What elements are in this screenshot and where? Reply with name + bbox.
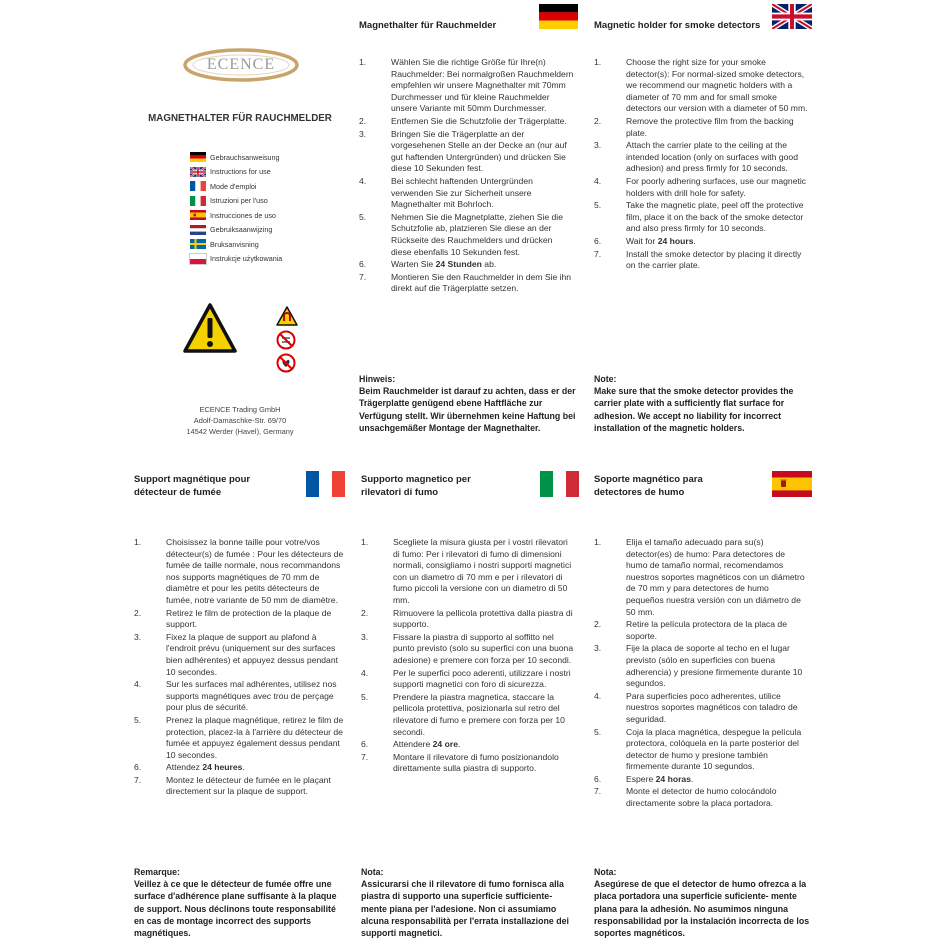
language-item-es (190, 208, 350, 223)
note-fr (134, 866, 348, 939)
note-title: Nota: (361, 867, 384, 877)
step-item: 2. Entfernen Sie die Schutzfolie der Trägerplatte. (359, 115, 567, 126)
fr-flag-icon (306, 471, 345, 497)
steps-list-es (594, 537, 808, 811)
company-address (120, 404, 360, 437)
brand-panel (120, 40, 360, 460)
language-label: Mode d'emploi (210, 181, 257, 191)
note-title: Remarque: (134, 867, 180, 877)
step-item: 7. Montez le détecteur de fumée en le plaçant directement sur la plaque de support. (134, 774, 331, 797)
fr-flag-icon (190, 181, 206, 191)
section-title-it: Supporto magnetico per rilevatori di fumo (361, 474, 471, 498)
note-title: Note: (594, 374, 617, 384)
no-pacemaker-icon (276, 353, 296, 373)
language-item-nl (190, 223, 350, 238)
note-title: Hinweis: (359, 374, 396, 384)
it-flag-icon (540, 471, 579, 497)
se-flag-icon (190, 239, 206, 249)
step-item: 7. Montieren Sie den Rauchmelder in dem Sie ihn direkt auf die Trägerplatte setzen. (359, 271, 572, 294)
note-de (359, 373, 577, 434)
step-item: 5. Nehmen Sie die Magnetplatte, ziehen Sie die Schutzfolie ab, platzieren Sie diese an der Rückseite des Rauchmelders und drücken diese ebenfalls 10 Sekunden fest. (359, 211, 563, 257)
language-item-fr (190, 179, 350, 194)
step-item: 1. Choose the right size for your smoke detector(s): For normal-sized smoke detectors, we recommend our magnetic holders with a diameter of 70 mm and for small smoke detectors our version with a diameter of 50 mm. (594, 57, 808, 114)
main-title: MAGNETHALTER FÜR RAUCHMELDER (148, 113, 332, 124)
step-item: 7. Montare il rilevatore di fumo posizionandolo direttamente sulla piastra di supporto. (361, 751, 559, 774)
section-title-es: Soporte magnético para detectores de humo (594, 474, 703, 498)
language-label: Gebruiksaanwijzing (210, 225, 273, 235)
es-flag-icon (772, 471, 812, 497)
de-flag-icon (190, 152, 206, 162)
step-item: 4. For poorly adhering surfaces, use our magnetic holders with drill hole for safety. (594, 175, 807, 198)
step-item: 3. Attach the carrier plate to the ceiling at the intended location (only on surfaces with good adhesion) and press firmly for 10 seconds. (594, 140, 798, 174)
company-city: 14542 Werder (Havel), Germany (186, 427, 294, 436)
language-item-it (190, 194, 350, 209)
section-title-de: Magnethalter für Rauchmelder (359, 20, 497, 31)
section-title-fr: Support magnétique pour détecteur de fumée (134, 474, 251, 498)
logo-text: ECENCE (206, 56, 276, 73)
pl-flag-icon (190, 254, 206, 264)
step-item: 2. Rimuovere la pellicola protettiva dalla piastra di supporto. (361, 607, 573, 630)
step-item: 2. Remove the protective film from the backing plate. (594, 115, 794, 138)
language-label: Istruzioni per l'uso (210, 196, 268, 206)
step-item: 1. Elija el tamaño adecuado para su(s) detector(es) de humo: Para detectores de humo de tamaño normal, recomendamos nuestros soportes magnéticos con un diámetro de 70 mm y para detectores de humo pequeños nuestra versión con un diámetro de 50 mm. (594, 537, 805, 617)
language-item-gb (190, 165, 350, 180)
step-item: 4. Bei schlecht haftenden Untergründen verwenden Sie zur Sicherheit unsere Magnethalter mit Bohrloch. (359, 175, 533, 210)
language-label: Bruksanvisning (210, 239, 259, 249)
steps-list-fr (134, 537, 346, 799)
step-item: 5. Prenez la plaque magnétique, retirez le film de protection, placez-la à l'arrière du détecteur de fumée et appuyez également dessus pendant 10 secondes. (134, 714, 344, 760)
es-flag-icon (190, 210, 206, 220)
gb-flag-icon (190, 167, 206, 177)
steps-list-it (361, 537, 575, 776)
step-item: 4. Para superficies poco adherentes, utilice nuestros soportes magnéticos con taladro de seguridad. (594, 690, 798, 724)
step-item: 3. Bringen Sie die Trägerplatte an der vorgesehenen Stelle an der Decke an (nur auf gut haftenden Untergründen) und drücken Sie diese 10 Sekunden fest. (359, 128, 567, 174)
step-item: 6. Attendere 24 ore. (361, 739, 461, 750)
language-label: Instrukcje użytkowania (210, 254, 283, 264)
step-item: 1. Scegliete la misura giusta per i vostri rilevatori di fumo: Per i rilevatori di fumo di dimensioni normali, consigliamo i nostri supporti magnetici con un diametro di 70 mm e per i rilevatori di fumo piccoli la versione con un diametro di 50 mm. (361, 537, 572, 605)
language-list (190, 150, 350, 266)
step-item: 3. Fixez la plaque de support au plafond à l'endroit prévu (uniquement sur des surfaces bien adhérentes) et appuyez dessus pendant 10 secondes. (134, 631, 339, 677)
company-name: ECENCE Trading GmbH (199, 405, 281, 414)
step-item: 5. Take the magnetic plate, peel off the protective film, place it on the back of the smoke detector and also press firmly for 10 seconds. (594, 200, 804, 234)
language-label: Instrucciones de uso (210, 210, 276, 220)
steps-list-en (594, 57, 808, 273)
step-item: 6. Espere 24 horas. (594, 773, 694, 784)
note-en (594, 373, 808, 434)
step-item: 3. Fije la placa de soporte al techo en el lugar previsto (sólo en superficies con buena adherencia) y presione firmemente durante 10 segundos. (594, 643, 803, 689)
company-street: Adolf-Damaschke-Str. 69/70 (193, 416, 287, 425)
language-label: Gebrauchsanweisung (210, 152, 280, 162)
step-item: 7. Install the smoke detector by placing it directly on the carrier plate. (594, 248, 802, 271)
step-item: 5. Prendere la piastra magnetica, staccare la pellicola protettiva, posizionarla sul retro del rilevatore di fumo e premere con forza per 10 secondi. (361, 691, 565, 737)
step-item: 1. Choisissez la bonne taille pour votre/vos détecteur(s) de fumée : Pour les détecteurs de fumée de taille normale, nous recommandons nos supports magnétiques de 70 mm de diamètre et pour les petits détecteurs de fumée, notre variante de 50 mm de diamètre. (134, 537, 344, 605)
step-item: 2. Retirez le film de protection de la plaque de support. (134, 607, 332, 630)
ecence-logo (182, 47, 300, 83)
note-text: Assicurarsi che il rilevatore di fumo fornisca alla piastra di supporto una superficie sufficiente- mente piana per l'adesione. Non ci assumiamo alcuna responsabilità per l'errata installazione dei supporti magnetici. (361, 879, 569, 939)
note-text: Asegúrese de que el detector de humo ofrezca a la placa portadora una superficie suficiente- mente plana para la adhesión. No asumimos ninguna responsabilidad por la instalación incorrecta de los soportes magnéticos. (594, 879, 810, 939)
step-item: 6. Attendez 24 heures. (134, 762, 245, 773)
note-es (594, 866, 810, 939)
de-flag-icon (539, 4, 578, 29)
step-item: 6. Wait for 24 hours. (594, 235, 696, 246)
it-flag-icon (190, 196, 206, 206)
warning-triangle-icon (182, 302, 238, 354)
step-item: 2. Retire la película protectora de la placa de soporte. (594, 619, 787, 641)
no-cutting-icon (276, 330, 296, 350)
note-text: Beim Rauchmelder ist darauf zu achten, dass er der Trägerplatte genügend ebene Haftfläche zur Verfügung stellt. Wir übernehmen keine Haftung bei unsachgemäßer Montage der Magnethalter. (359, 386, 576, 433)
nl-flag-icon (190, 225, 206, 235)
note-it (361, 866, 577, 939)
section-title-en: Magnetic holder for smoke detectors (594, 20, 761, 31)
step-item: 5. Coja la placa magnética, despegue la película protectora, colóquela en la parte posterior del detector de humo y presione también firmemente durante 10 segundos. (594, 726, 802, 772)
language-item-se (190, 237, 350, 252)
magnet-warning-icon (276, 306, 298, 326)
language-item-de (190, 150, 350, 165)
language-label: Instructions for use (210, 167, 271, 177)
note-text: Veillez à ce que le détecteur de fumée offre une surface d'adhérence plane suffisante à la plaque de support. Nous déclinons toute responsabilité en cas de montage incorrect des supports magnétiques. (134, 879, 337, 939)
note-title: Nota: (594, 867, 617, 877)
step-item: 3. Fissare la piastra di supporto al soffitto nel punto previsto (solo su superfici con una buona adesione) e premere con forza per 10 secondi. (361, 631, 574, 665)
step-item: 6. Warten Sie 24 Stunden ab. (359, 259, 497, 270)
language-item-pl (190, 252, 350, 267)
step-item: 4. Per le superfici poco aderenti, utilizzare i nostri supporti magnetici con foro di sicurezza. (361, 667, 571, 690)
gb-flag-icon (772, 4, 812, 29)
steps-list-de (359, 57, 575, 296)
step-item: 4. Sur les surfaces mal adhérentes, utilisez nos supports magnétiques avec trou de perçage pour plus de sécurité. (134, 679, 337, 713)
step-item: 1. Wählen Sie die richtige Größe für Ihre(n) Rauchmelder: Bei normalgroßen Rauchmeldern empfehlen wir unsere Magnethalter mit 70mm Durchmesser und für kleine Rauchmelder unsere Variante mit 50mm Durchmesser. (359, 57, 574, 114)
step-item: 7. Monte el detector de humo colocándolo directamente sobre la placa portadora. (594, 786, 777, 809)
note-text: Make sure that the smoke detector provides the carrier plate with a sufficiently flat surface for adhesion. We accept no liability for incorrect installation of the magnetic holders. (594, 386, 794, 433)
